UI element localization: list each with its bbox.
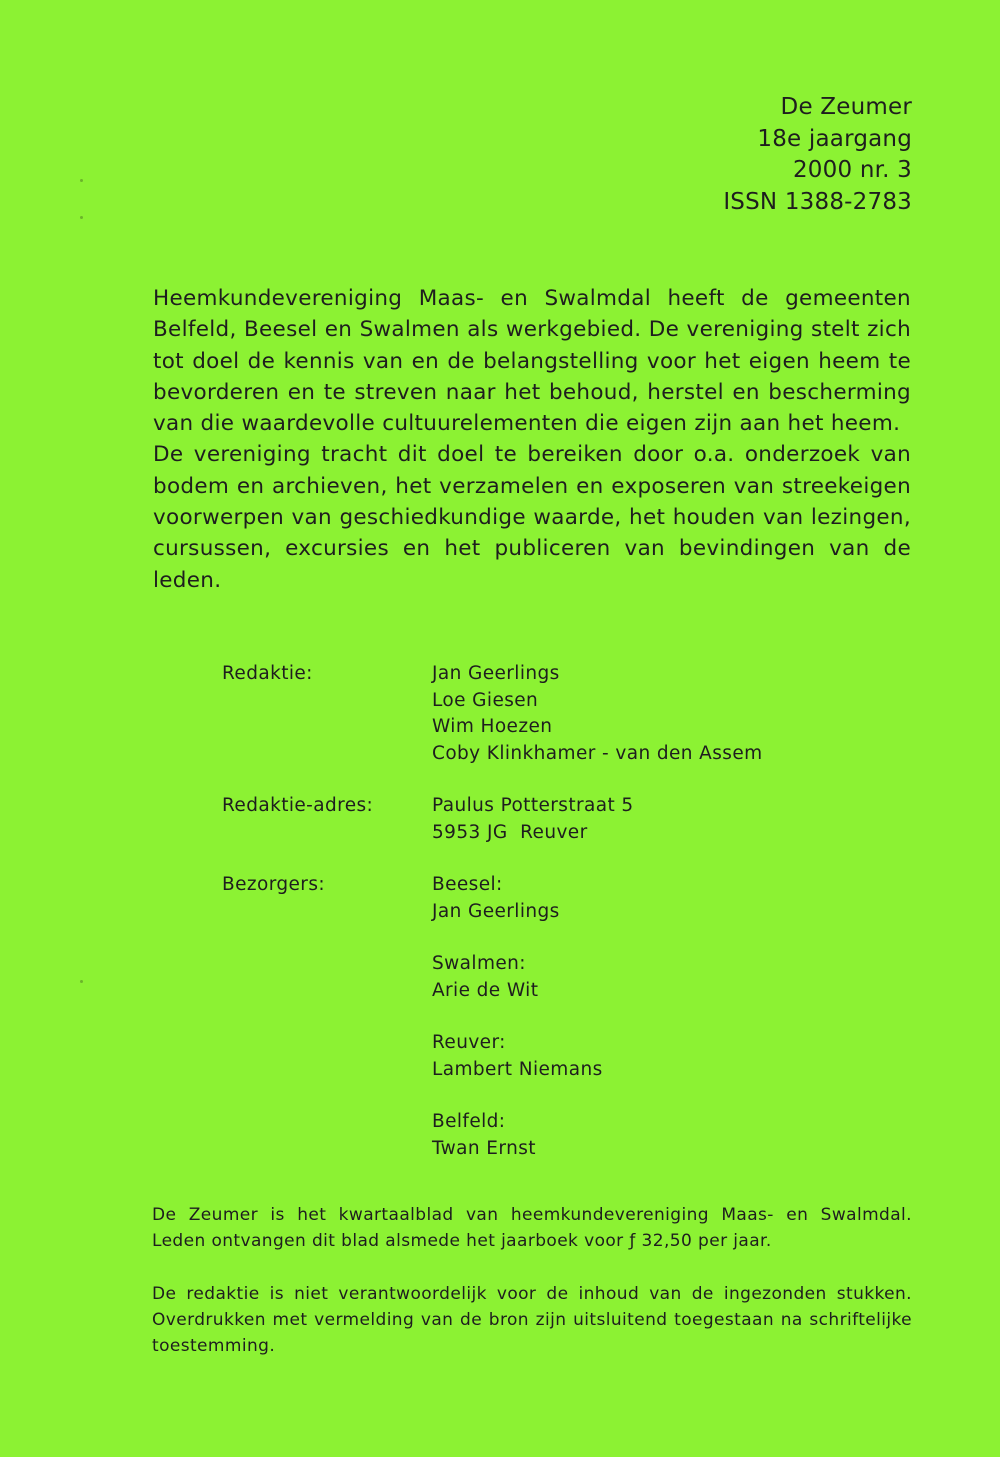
adres-city: 5953 JG Reuver	[432, 821, 588, 843]
intro-text	[153, 283, 911, 596]
redaktie-label: Redaktie:	[222, 663, 313, 684]
redaktie-member: Jan Geerlings	[432, 663, 560, 684]
masthead	[723, 92, 912, 218]
redaktie-row	[222, 661, 763, 767]
adres-street: Paulus Potterstraat 5	[432, 795, 634, 816]
bezorger-name: Lambert Niemans	[432, 1058, 603, 1080]
bezorger-place: Beesel:	[432, 874, 503, 895]
redaktie-member: Loe Giesen	[432, 689, 539, 711]
publication-issue: 2000 nr. 3	[792, 157, 912, 183]
bezorger-place: Swalmen:	[432, 953, 526, 974]
bezorgers-row	[222, 872, 763, 1162]
publication-volume: 18e jaargang	[757, 125, 912, 152]
intro-paragraph: De vereniging tracht dit doel te bereiken door o.a. onderzoek van bodem en archieven, het verzamelen en exposeren van streekeigen voorwerpen van geschiedkundige waarde, het houden van lezingen, cursussen, excursies en het publiceren van bevindingen van de leden.	[153, 442, 911, 593]
spacer	[222, 846, 763, 872]
spacer	[432, 1004, 603, 1030]
footer-text: De redaktie is niet verantwoordelijk voor de inhoud van de ingezonden stukken. Overdrukken met vermelding van de bron zijn uitsluitend toegestaan na schriftelijke toestemming.	[152, 1284, 912, 1356]
scan-speck	[80, 179, 83, 182]
bezorger-name: Twan Ernst	[432, 1137, 536, 1159]
bezorgers-list	[432, 872, 603, 1162]
bezorger-name: Jan Geerlings	[432, 900, 560, 922]
adres-lines	[432, 793, 634, 846]
colophon	[222, 661, 763, 1162]
scan-speck	[80, 216, 83, 219]
scan-speck	[80, 980, 83, 983]
redaktie-list	[432, 661, 763, 767]
bezorger-place: Reuver:	[432, 1032, 506, 1053]
footer-note-subscription	[152, 1202, 912, 1254]
publication-title: De Zeumer	[780, 94, 912, 120]
footer-note-disclaimer	[152, 1281, 912, 1359]
intro-paragraph: Heemkundevereniging Maas- en Swalmdal heeft de gemeenten Belfeld, Beesel en Swalmen als werkgebied. De vereniging stelt zich tot doel de kennis van en de belangstelling voor het eigen heem te bevorderen en te streven naar het behoud, herstel en bescherming van die waardevolle cultuurelementen die eigen zijn aan het heem.	[153, 286, 911, 437]
adres-row	[222, 793, 763, 846]
footer-text: De Zeumer is het kwartaalblad van heemkundevereniging Maas- en Swalmdal. Leden ontvangen dit blad alsmede het jaarboek voor ƒ 32,50 per jaar.	[152, 1205, 912, 1251]
redaktie-member: Coby Klinkhamer - van den Assem	[432, 742, 763, 764]
bezorgers-label: Bezorgers:	[222, 874, 325, 895]
bezorger-name: Arie de Wit	[432, 979, 539, 1001]
adres-label: Redaktie-adres:	[222, 795, 374, 816]
publication-issn: ISSN 1388-2783	[723, 188, 912, 215]
spacer	[432, 925, 603, 951]
spacer	[222, 767, 763, 793]
spacer	[432, 1083, 603, 1109]
bezorger-place: Belfeld:	[432, 1111, 506, 1132]
redaktie-member: Wim Hoezen	[432, 716, 553, 737]
